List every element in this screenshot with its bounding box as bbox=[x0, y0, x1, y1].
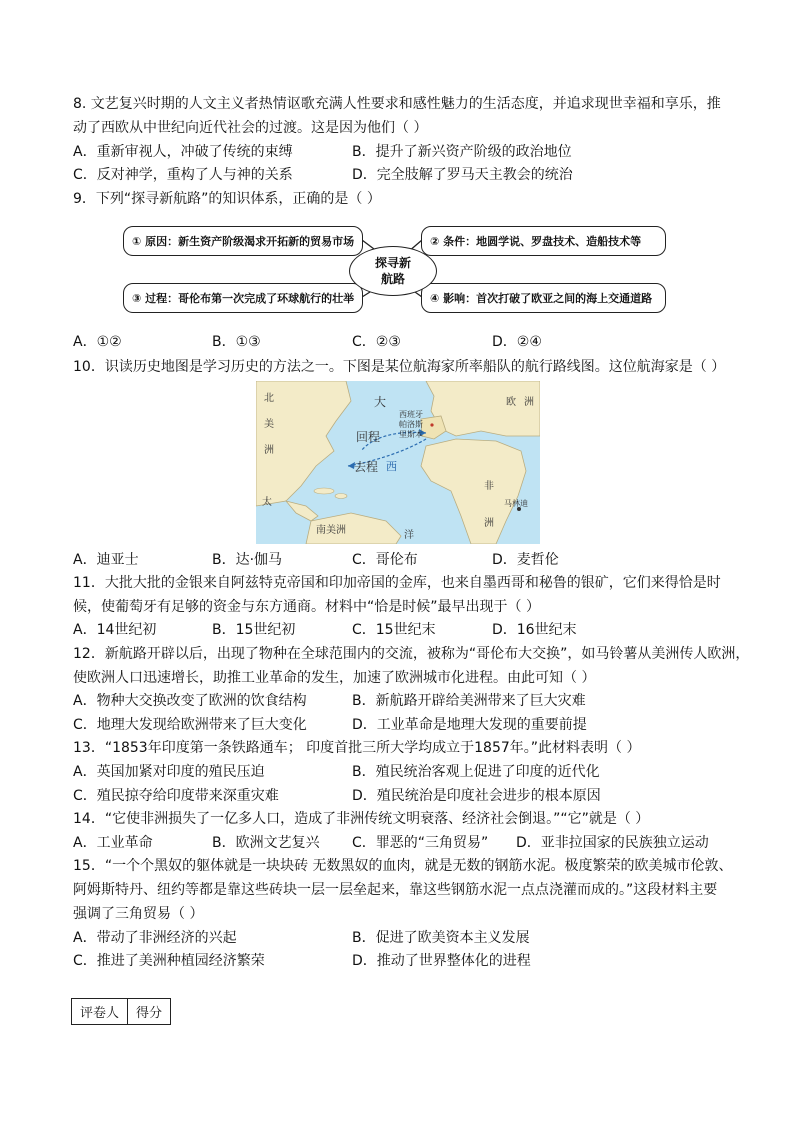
map-label-europe-1: 欧 bbox=[506, 397, 516, 408]
map-label-africa-1: 非 bbox=[484, 481, 494, 492]
map-label-palos: 帕洛斯 bbox=[399, 420, 423, 429]
q8-option-d[interactable]: D．完全肢解了罗马天主教会的统治 bbox=[352, 167, 573, 183]
map-label-america: 美 bbox=[264, 419, 274, 430]
q8-option-c[interactable]: C．反对神学，重构了人与神的关系 bbox=[73, 167, 293, 183]
map-label-return: 回程 bbox=[356, 430, 381, 444]
q9-option-a[interactable]: A．①② bbox=[73, 334, 122, 350]
q11-option-d[interactable]: D．16世纪末 bbox=[492, 622, 577, 638]
q14-stem: 14．“它使非洲损失了一亿多人口，造成了非洲传统文明衰落、经济社会倒退。”“它”就是（ ） bbox=[73, 811, 650, 827]
q15-option-a[interactable]: A．带动了非洲经济的兴起 bbox=[73, 930, 237, 946]
q9-option-d[interactable]: D．②④ bbox=[492, 334, 542, 350]
center-label-2: 航路 bbox=[380, 272, 405, 286]
q15-stem-line1: 15．“一个个黑奴的躯体就是一块块砖 无数黑奴的血肉，就是无数的钢筋水泥。极度繁荣的欧美城市伦敦、 bbox=[73, 858, 733, 874]
q10-option-c[interactable]: C．哥伦布 bbox=[352, 552, 418, 568]
q15-option-c[interactable]: C．推进了美洲种植园经济繁荣 bbox=[73, 953, 265, 969]
diagram-center-node bbox=[349, 246, 437, 296]
map-label-south-america: 南美洲 bbox=[316, 525, 346, 536]
q11-stem-line2: 候，使葡萄牙有足够的资金与东方通商。材料中“恰是时候”最早出现于（ ） bbox=[73, 599, 540, 615]
q13-option-c[interactable]: C．殖民掠夺给印度带来深重灾难 bbox=[73, 788, 279, 804]
q13-option-a[interactable]: A．英国加紧对印度的殖民压迫 bbox=[73, 764, 265, 780]
q9-option-b[interactable]: B．①③ bbox=[212, 334, 261, 350]
q15-stem-line3: 强调了三角贸易（ ） bbox=[73, 906, 204, 922]
q15-option-d[interactable]: D．推动了世界整体化的进程 bbox=[352, 953, 531, 969]
score-cell: 得分 bbox=[128, 999, 171, 1025]
map-label-tai: 太 bbox=[262, 497, 272, 508]
q15-option-b[interactable]: B．促进了欧美资本主义发展 bbox=[352, 930, 530, 946]
q8-stem-line2: 动了西欧从中世纪向近代社会的过渡。这是因为他们（ ） bbox=[73, 120, 428, 136]
q14-option-d[interactable]: D．亚非拉国家的民族独立运动 bbox=[516, 835, 709, 851]
q13-option-b[interactable]: B．殖民统治客观上促进了印度的近代化 bbox=[352, 764, 600, 780]
map-label-spain: 西班牙 bbox=[399, 410, 423, 419]
q11-option-a[interactable]: A．14世纪初 bbox=[73, 622, 157, 638]
score-table bbox=[71, 998, 171, 1025]
map-label-north: 北 bbox=[264, 393, 274, 404]
q13-stem: 13．“1853年印度第一条铁路通车； 印度首批三所大学均成立于1857年。”此材料表明（ ） bbox=[73, 740, 641, 756]
q12-stem-line1: 12．新航路开辟以后，出现了物种在全球范围内的交流，被称为“哥伦布大交换”，如马铃薯从美洲传人欧洲， bbox=[73, 646, 750, 662]
q13-option-d[interactable]: D．殖民统治是印度社会进步的根本原因 bbox=[352, 788, 601, 804]
q10-stem: 10．识读历史地图是学习历史的方法之一。下图是某位航海家所率船队的航行路线图。这位航海家是（ ） bbox=[73, 359, 726, 375]
map-label-africa-2: 洲 bbox=[484, 518, 494, 529]
q14-option-a[interactable]: A．工业革命 bbox=[73, 835, 153, 851]
q12-stem-line2: 使欧洲人口迅速增长，助推工业革命的发生，加速了欧洲城市化进程。由此可知（ ） bbox=[73, 670, 596, 686]
q12-option-a[interactable]: A．物种大交换改变了欧洲的饮食结构 bbox=[73, 693, 307, 709]
q8-option-a[interactable]: A．重新审视人，冲破了传统的束缚 bbox=[73, 144, 293, 160]
map-label-lisbon: 里斯本 bbox=[399, 430, 423, 439]
diagram-box-process: ③ 过程：哥伦布第一次完成了环球航行的壮举 bbox=[123, 283, 363, 313]
grader-cell: 评卷人 bbox=[72, 999, 128, 1025]
q15-stem-line2: 阿姆斯特丹、纽约等都是靠这些砖块一层一层垒起来，靠这些钢筋水泥一点点浇灌而成的。”这段材料主要 bbox=[73, 882, 718, 898]
q10-option-a[interactable]: A．迪亚士 bbox=[73, 552, 139, 568]
map-label-west: 西 bbox=[386, 460, 397, 473]
center-label-1: 探寻新 bbox=[374, 256, 411, 270]
diagram-box-conditions: ② 条件：地圆学说、罗盘技术、造船技术等 bbox=[421, 226, 666, 256]
map-graphic bbox=[256, 381, 540, 544]
map-label-malindi: 马林迪 bbox=[504, 499, 528, 508]
q12-option-d[interactable]: D．工业革命是地理大发现的重要前提 bbox=[352, 717, 587, 733]
q12-option-c[interactable]: C．地理大发现给欧洲带来了巨大变化 bbox=[73, 717, 307, 733]
q14-option-c[interactable]: C．罪恶的“三角贸易” bbox=[352, 835, 489, 851]
diagram-box-impact: ④ 影响：首次打破了欧亚之间的海上交通道路 bbox=[421, 283, 666, 313]
q12-option-b[interactable]: B．新航路开辟给美洲带来了巨大灾难 bbox=[352, 693, 586, 709]
q9-stem: 9．下列“探寻新航路”的知识体系，正确的是（ ） bbox=[73, 191, 381, 207]
q8-stem-line1: 8. 文艺复兴时期的人文主义者热情讴歌充满人性要求和感性魅力的生活态度，并追求现世幸福和享乐，推 bbox=[73, 96, 721, 112]
q14-option-b[interactable]: B．欧洲文艺复兴 bbox=[212, 835, 320, 851]
map-label-outbound: 去程 bbox=[354, 460, 379, 474]
q8-option-b[interactable]: B．提升了新兴资产阶级的政治地位 bbox=[352, 144, 572, 160]
diagram-box-cause: ① 原因：新生资产阶级渴求开拓新的贸易市场 bbox=[123, 226, 363, 256]
map-label-continent: 洲 bbox=[264, 445, 274, 456]
q10-option-b[interactable]: B．达·伽马 bbox=[212, 552, 283, 568]
q11-option-c[interactable]: C．15世纪末 bbox=[352, 622, 436, 638]
map-label-ocean: 洋 bbox=[404, 530, 414, 541]
map-label-europe-2: 洲 bbox=[524, 397, 534, 408]
map-label-da: 大 bbox=[374, 395, 387, 409]
q11-stem-line1: 11．大批大批的金银来自阿兹特克帝国和印加帝国的金库，也来自墨西哥和秘鲁的银矿，它们来得恰是时 bbox=[73, 575, 721, 591]
q10-option-d[interactable]: D．麦哲伦 bbox=[492, 552, 559, 568]
voyage-route-map bbox=[256, 381, 540, 544]
q11-option-b[interactable]: B．15世纪初 bbox=[212, 622, 296, 638]
q9-option-c[interactable]: C．②③ bbox=[352, 334, 401, 350]
